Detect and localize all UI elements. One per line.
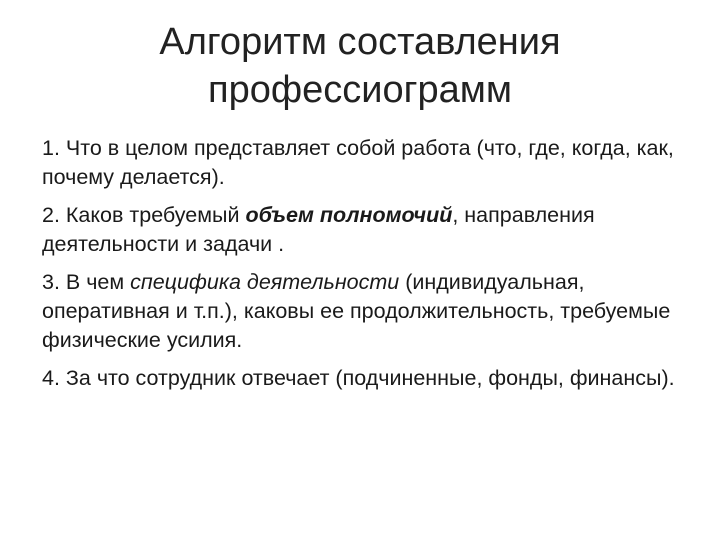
list-item bbox=[42, 134, 682, 192]
slide-title bbox=[60, 18, 660, 114]
item-text-before: 3. В чем bbox=[42, 270, 131, 294]
item-text-after: , направления деятельности и задачи . bbox=[42, 203, 595, 256]
item-text: 1. Что в целом представляет собой работа (что, где, когда, как, почему делается). bbox=[42, 136, 674, 189]
list-item bbox=[42, 268, 682, 355]
content-list bbox=[42, 134, 682, 402]
list-item bbox=[42, 364, 682, 393]
title-line-1: Алгоритм составления bbox=[159, 21, 561, 63]
item-emphasis: специфика деятельности bbox=[130, 270, 400, 294]
list-item bbox=[42, 201, 682, 259]
item-emphasis: объем полномочий bbox=[245, 203, 453, 227]
item-text-after: (индивидуальная, оперативная и т.п.), каковы ее продолжительность, требуемые физические усилия. bbox=[42, 270, 671, 352]
item-text-before: 2. Каков требуемый bbox=[42, 203, 246, 227]
title-line-2: профессиограмм bbox=[208, 69, 512, 111]
item-text: 4. За что сотрудник отвечает (подчиненные, фонды, финансы). bbox=[42, 366, 675, 390]
